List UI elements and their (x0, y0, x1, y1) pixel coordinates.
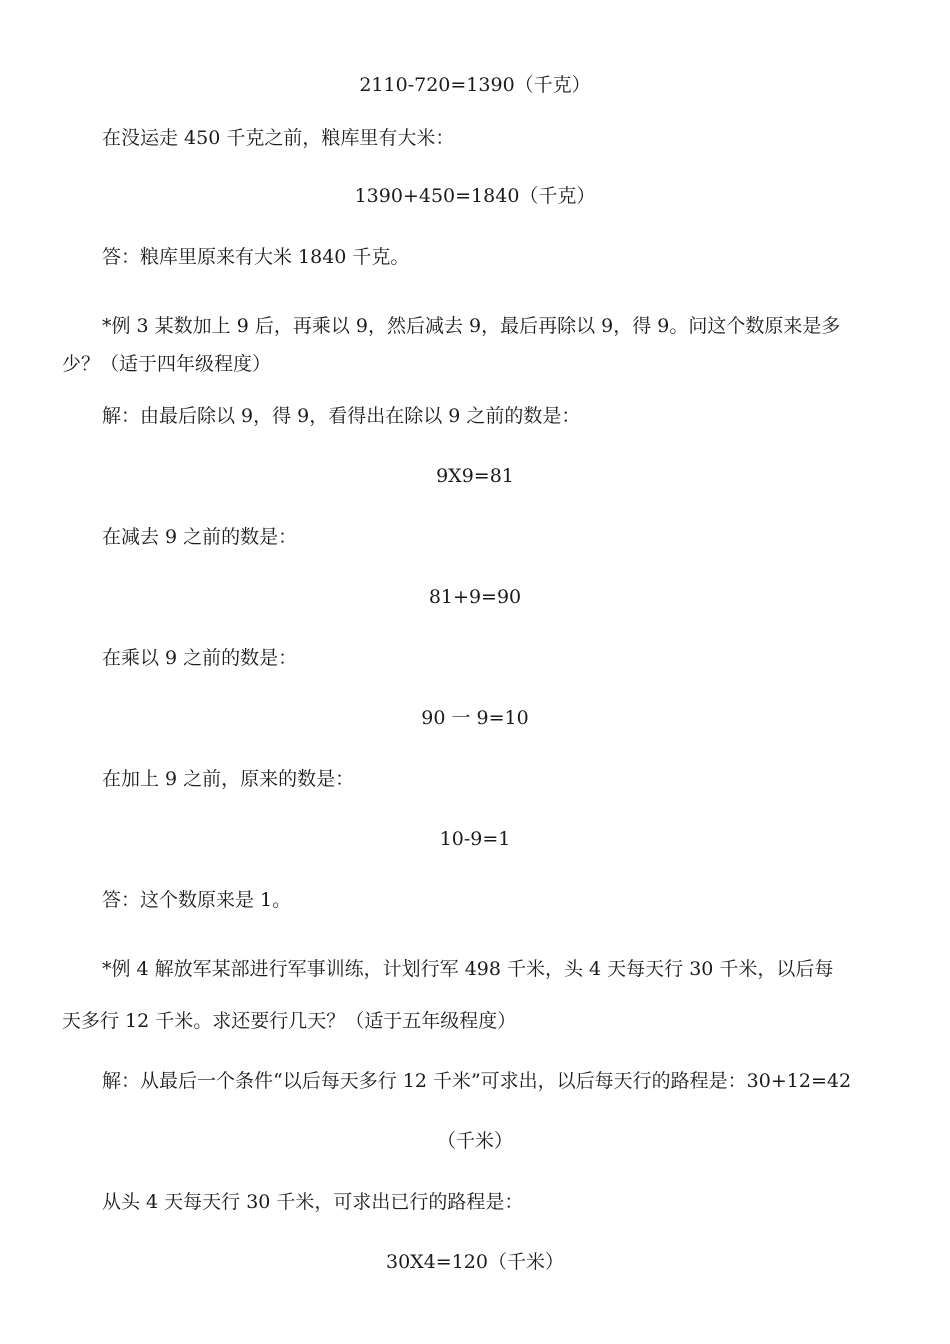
equation-line: 81+9=90 (428, 586, 522, 608)
example-3-question-cont: 少？（适于四年级程度） (62, 353, 272, 375)
solution-line: 解：从最后一个条件“以后每天多行 12 千米”可求出，以后每天行的路程是：30+12=42 (102, 1070, 852, 1092)
equation-line: 10-9=1 (439, 828, 511, 850)
equation-line: 90 一 9=10 (421, 707, 529, 729)
equation-line: 1390+450=1840（千克） (354, 185, 596, 207)
equation-line: 9X9=81 (436, 465, 514, 487)
paragraph-line: 在减去 9 之前的数是： (102, 526, 298, 548)
example-4-question: *例 4 解放军某部进行军事训练，计划行军 498 千米，头 4 天每天行 30 千米，以后每 (102, 958, 834, 980)
paragraph-line: 从头 4 天每天行 30 千米，可求出已行的路程是： (102, 1191, 524, 1213)
solution-line: 解：由最后除以 9，得 9，看得出在除以 9 之前的数是： (102, 405, 581, 427)
equation-line: 2110-720=1390（千克） (359, 74, 591, 96)
example-3-question: *例 3 某数加上 9 后，再乘以 9，然后减去 9，最后再除以 9，得 9。问这个数原来是多 (102, 315, 841, 337)
answer-line: 答：这个数原来是 1。 (102, 889, 292, 911)
example-4-question-cont: 天多行 12 千米。求还要行几天？（适于五年级程度） (62, 1010, 517, 1032)
unit-line: （千米） (436, 1130, 513, 1152)
paragraph-line: 在没运走 450 千克之前，粮库里有大米： (102, 127, 455, 149)
equation-line: 30X4=120（千米） (386, 1251, 564, 1273)
paragraph-line: 在加上 9 之前，原来的数是： (102, 768, 355, 790)
paragraph-line: 在乘以 9 之前的数是： (102, 647, 298, 669)
answer-line: 答：粮库里原来有大米 1840 千克。 (102, 246, 410, 268)
